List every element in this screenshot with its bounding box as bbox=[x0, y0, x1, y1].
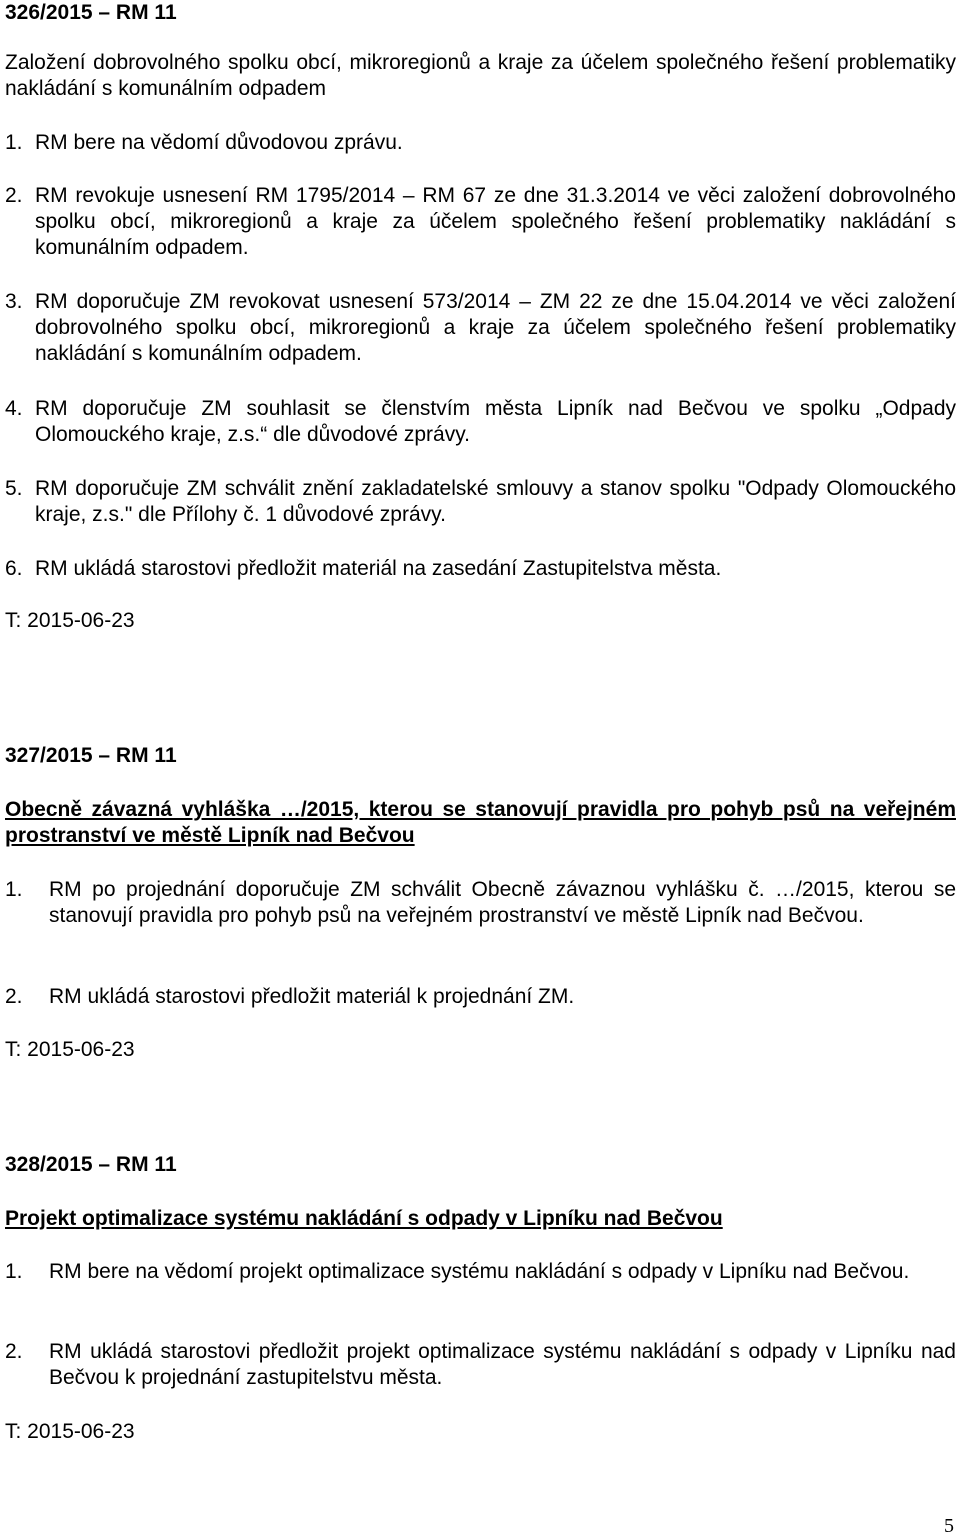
item-number: 1. bbox=[5, 131, 23, 154]
deadline: T: 2015-06-23 bbox=[5, 609, 135, 632]
item-text: RM ukládá starostovi předložit projekt optimalizace systému nakládání s odpady v Lipníku nad Bečvou k projednání zastupitelstvu města. bbox=[49, 1340, 956, 1389]
item-number: 3. bbox=[5, 290, 23, 313]
resolution-subject: Obecně závazná vyhláška …/2015, kterou se stanovují pravidla pro pohyb psů na veřejném prostranství ve městě Lipník nad Bečvou bbox=[5, 798, 956, 847]
item-number: 1. bbox=[5, 1260, 23, 1283]
list-item bbox=[5, 877, 956, 929]
resolution-heading: 326/2015 – RM 11 bbox=[5, 1, 177, 24]
list-item bbox=[5, 289, 956, 367]
deadline: T: 2015-06-23 bbox=[5, 1420, 135, 1443]
list-item bbox=[5, 1339, 956, 1391]
deadline: T: 2015-06-23 bbox=[5, 1038, 135, 1061]
item-text: RM bere na vědomí projekt optimalizace systému nakládání s odpady v Lipníku nad Bečvou. bbox=[49, 1260, 910, 1283]
list-item bbox=[5, 183, 956, 261]
list-item bbox=[5, 130, 956, 156]
resolution-subject: Projekt optimalizace systému nakládání s odpady v Lipníku nad Bečvou bbox=[5, 1207, 723, 1230]
item-number: 2. bbox=[5, 985, 23, 1008]
item-text: RM doporučuje ZM revokovat usnesení 573/2014 – ZM 22 ze dne 15.04.2014 ve věci založení dobrovolného spolku obcí, mikroregionů a kraje za účelem společného řešení problematiky nakládání s komunálním odpadem. bbox=[35, 290, 956, 365]
item-number: 1. bbox=[5, 878, 23, 901]
item-text: RM ukládá starostovi předložit materiál k projednání ZM. bbox=[49, 985, 575, 1008]
list-item bbox=[5, 476, 956, 528]
item-text: RM bere na vědomí důvodovou zprávu. bbox=[35, 131, 403, 154]
list-item bbox=[5, 1259, 956, 1285]
list-item bbox=[5, 396, 956, 448]
item-text: RM po projednání doporučuje ZM schválit Obecně závaznou vyhlášku č. …/2015, kterou se stanovují pravidla pro pohyb psů na veřejném prostranství ve městě Lipník nad Bečvou. bbox=[49, 878, 956, 927]
item-number: 6. bbox=[5, 557, 23, 580]
item-number: 2. bbox=[5, 184, 23, 207]
list-item bbox=[5, 984, 956, 1010]
resolution-subject: Založení dobrovolného spolku obcí, mikroregionů a kraje za účelem společného řešení problematiky nakládání s komunálním odpadem bbox=[5, 51, 956, 100]
item-text: RM doporučuje ZM schválit znění zakladatelské smlouvy a stanov spolku "Odpady Olomouckého kraje, z.s." dle Přílohy č. 1 důvodové zprávy. bbox=[35, 477, 956, 526]
item-text: RM ukládá starostovi předložit materiál na zasedání Zastupitelstva města. bbox=[35, 557, 722, 580]
item-number: 5. bbox=[5, 477, 23, 500]
list-item bbox=[5, 556, 956, 582]
item-number: 2. bbox=[5, 1340, 23, 1363]
resolution-heading: 327/2015 – RM 11 bbox=[5, 744, 177, 767]
item-text: RM doporučuje ZM souhlasit se členstvím města Lipník nad Bečvou ve spolku „Odpady Olomouckého kraje, z.s.“ dle důvodové zprávy. bbox=[35, 397, 956, 446]
item-number: 4. bbox=[5, 397, 23, 420]
page-number: 5 bbox=[944, 1515, 954, 1537]
item-text: RM revokuje usnesení RM 1795/2014 – RM 67 ze dne 31.3.2014 ve věci založení dobrovolného spolku obcí, mikroregionů a kraje za účelem společného řešení problematiky nakládání s komunálním odpadem. bbox=[35, 184, 956, 259]
resolution-heading: 328/2015 – RM 11 bbox=[5, 1153, 177, 1176]
